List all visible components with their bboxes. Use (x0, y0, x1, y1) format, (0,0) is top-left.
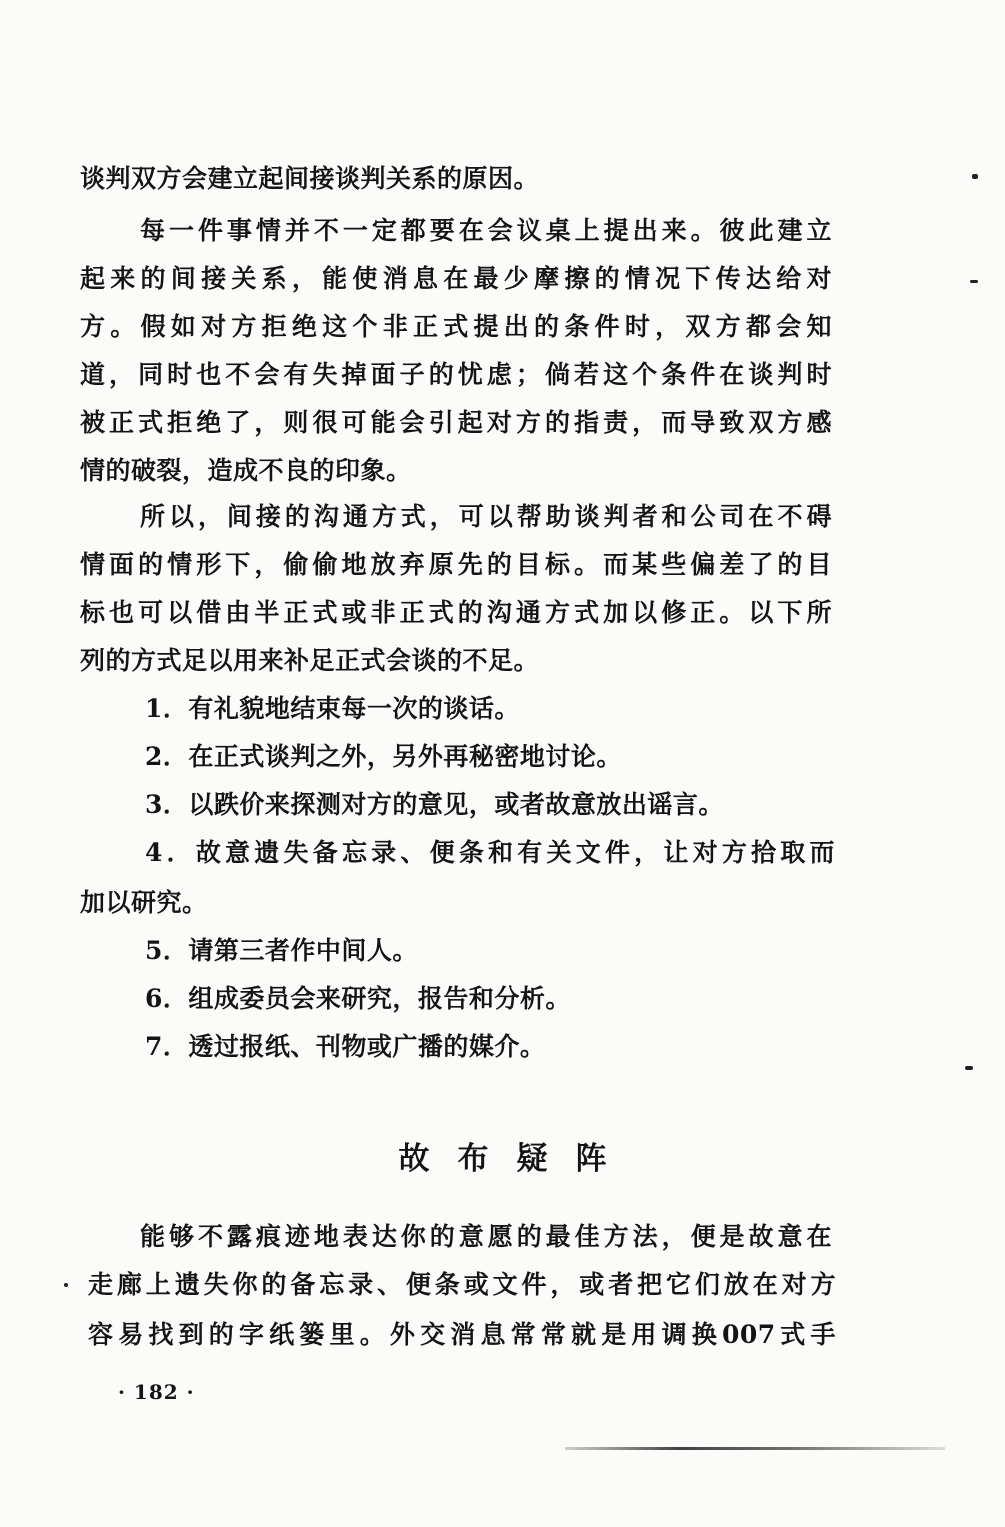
list-item: 2．在正式谈判之外，另外再秘密地讨论。 (145, 742, 622, 771)
scan-speck (965, 1066, 973, 1070)
list-item: 5．请第三者作中间人。 (145, 936, 418, 965)
list-item: 1．有礼貌地结束每一次的谈话。 (145, 694, 520, 723)
list-item-continuation: 加以研究。 (80, 888, 208, 917)
list-item: 4．故意遗失备忘录、便条和有关文件，让对方拾取而 (145, 838, 835, 867)
scan-speck (970, 280, 978, 283)
page-number: · 182 · (118, 1380, 195, 1404)
list-item: 7．透过报纸、刊物或广播的媒介。 (145, 1032, 546, 1061)
list-item: 6．组成委员会来研究，报告和分析。 (145, 984, 571, 1013)
list-item: 3．以跌价来探测对方的意见，或者故意放出谣言。 (145, 790, 724, 819)
scan-edge-line (565, 1447, 945, 1450)
paragraph-line: 情面的情形下，偷偷地放弃原先的目标。而某些偏差了的目 (80, 550, 832, 579)
paragraph-line: 被正式拒绝了，则很可能会引起对方的指责，而导致双方感 (80, 408, 832, 437)
paragraph-line: 所以，间接的沟通方式，可以帮助谈判者和公司在不碍 (140, 502, 832, 531)
paragraph-line: 道，同时也不会有失掉面子的忧虑；倘若这个条件在谈判时 (80, 360, 832, 389)
scan-speck (972, 174, 978, 179)
paragraph-line: 容易找到的字纸篓里。外交消息常常就是用调换007式手 (88, 1320, 836, 1349)
paragraph-line: 方。假如对方拒绝这个非正式提出的条件时，双方都会知 (80, 312, 832, 341)
section-heading: 故布疑阵 (398, 1141, 635, 1177)
paragraph-line: 谈判双方会建立起间接谈判关系的原因。 (80, 164, 540, 193)
paragraph-line: 情的破裂，造成不良的印象。 (80, 456, 412, 485)
scan-speck (64, 1283, 68, 1287)
paragraph-line: 列的方式足以用来补足正式会谈的不足。 (80, 646, 540, 675)
paragraph-line: 每一件事情并不一定都要在会议桌上提出来。彼此建立 (140, 216, 832, 245)
paragraph-line: 起来的间接关系，能使消息在最少摩擦的情况下传达给对 (80, 264, 832, 293)
paragraph-line: 走廊上遗失你的备忘录、便条或文件，或者把它们放在对方 (88, 1270, 836, 1299)
paragraph-line: 能够不露痕迹地表达你的意愿的最佳方法，便是故意在 (140, 1222, 832, 1251)
paragraph-line: 标也可以借由半正式或非正式的沟通方式加以修正。以下所 (80, 598, 832, 627)
